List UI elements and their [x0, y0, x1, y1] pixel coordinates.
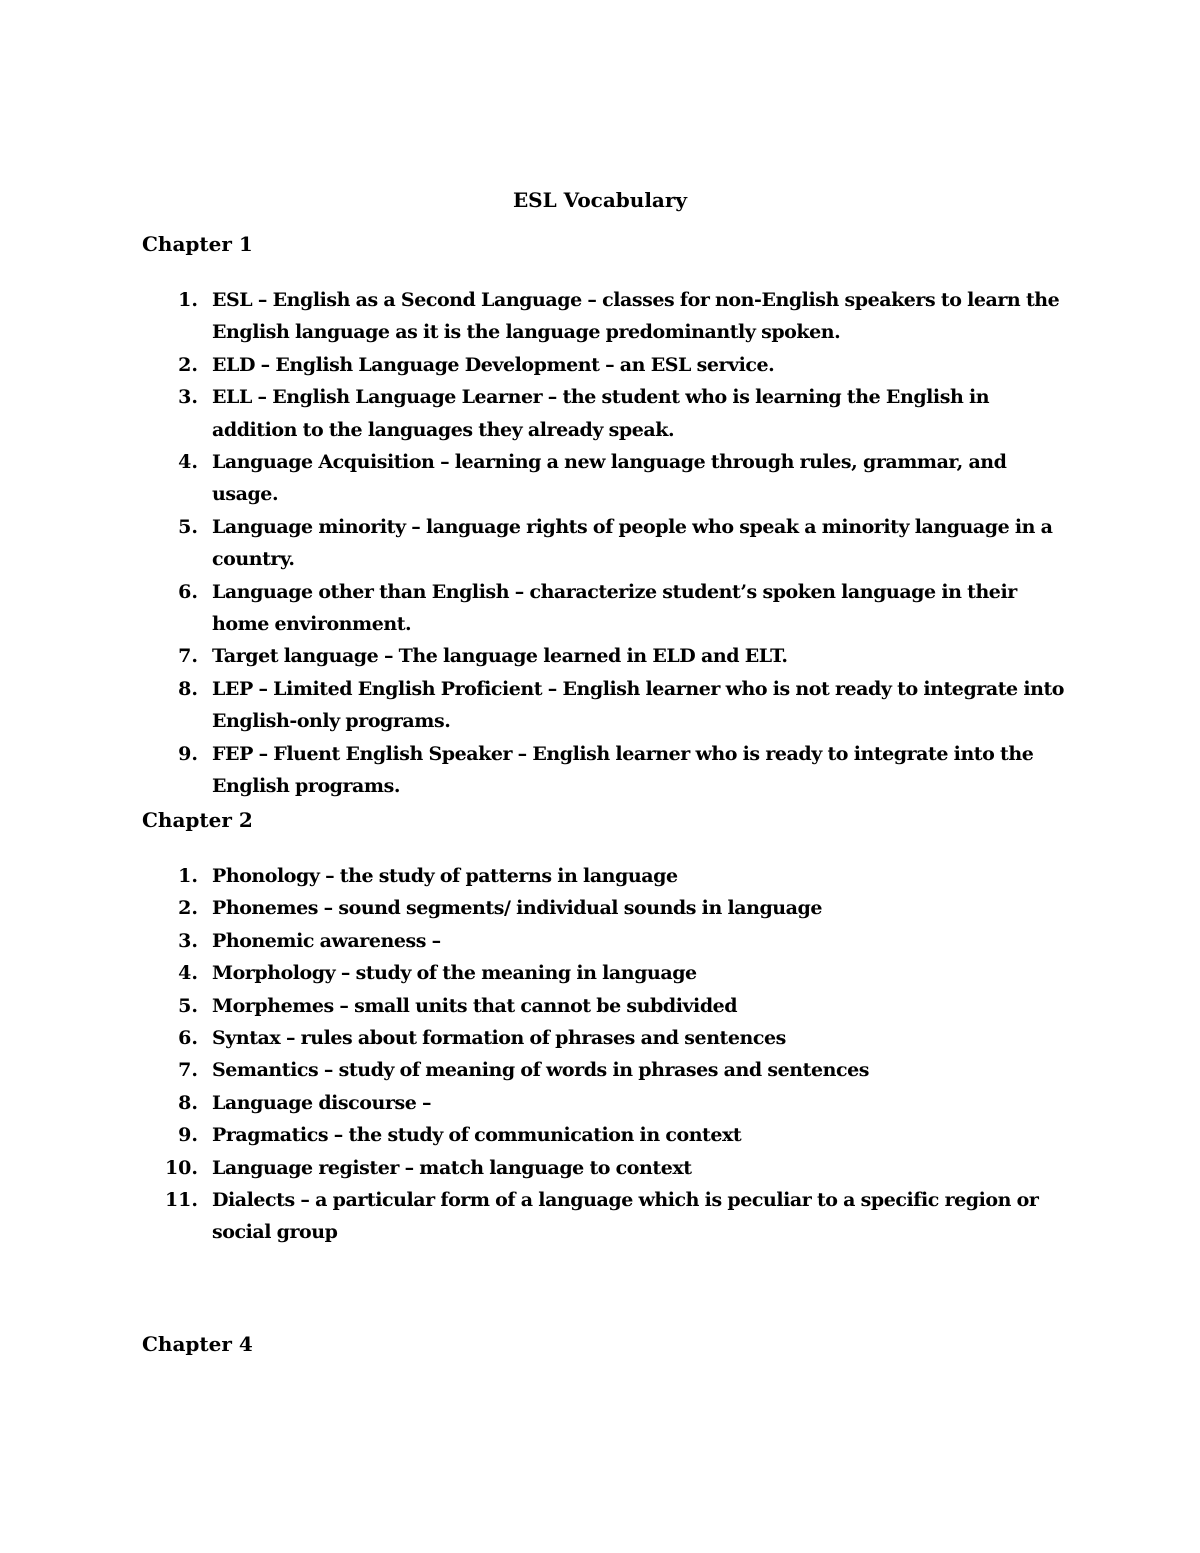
item-text: Morphemes – small units that cannot be subdivided	[212, 994, 738, 1017]
item-number: 10.	[164, 1156, 198, 1179]
item-text: Language other than English – characterize student’s spoken language in their home environment.	[212, 580, 1017, 636]
item-text: Pragmatics – the study of communication in context	[212, 1124, 742, 1147]
item-text: Target language – The language learned in ELD and ELT.	[212, 645, 788, 668]
item-text: Language minority – language rights of people who speak a minority language in a country.	[212, 515, 1053, 571]
item-number: 3.	[178, 386, 198, 409]
item-text: Phonemic awareness –	[212, 929, 441, 952]
item-text: ELD – English Language Development – an ESL service.	[212, 353, 775, 376]
item-number: 9.	[178, 1124, 198, 1147]
item-number: 1.	[178, 865, 198, 887]
list-item	[142, 511, 1072, 576]
list-item	[142, 1152, 1072, 1184]
item-text: Language register – match language to context	[212, 1156, 692, 1179]
list-item	[142, 738, 1072, 803]
list-item	[142, 349, 1072, 381]
list-item	[142, 446, 1072, 511]
item-number: 2.	[178, 353, 198, 376]
item-text: LEP – Limited English Proficient – English learner who is not ready to integrate into English-only programs.	[212, 677, 1065, 733]
chapter-2-vocab-list	[142, 860, 1072, 1249]
item-text: Language Acquisition – learning a new language through rules, grammar, and usage.	[212, 451, 1007, 506]
item-number: 6.	[178, 580, 198, 603]
list-item	[142, 1087, 1072, 1119]
item-number: 5.	[178, 515, 198, 538]
list-item	[142, 1022, 1072, 1054]
item-text: FEP – Fluent English Speaker – English learner who is ready to integrate into the English programs.	[212, 742, 1034, 798]
list-item	[142, 957, 1072, 989]
list-item	[142, 284, 1072, 349]
item-number: 4.	[178, 451, 198, 474]
item-number: 4.	[178, 962, 198, 985]
list-item	[142, 381, 1072, 446]
list-item	[142, 576, 1072, 641]
item-number: 1.	[178, 289, 198, 311]
item-number: 7.	[178, 645, 198, 668]
item-number: 11.	[164, 1189, 198, 1212]
item-text: Dialects – a particular form of a language which is peculiar to a specific region or social group	[212, 1189, 1039, 1244]
list-item	[142, 990, 1072, 1022]
item-text: Language discourse –	[212, 1091, 432, 1114]
item-number: 5.	[178, 994, 198, 1017]
item-text: Syntax – rules about formation of phrases and sentences	[212, 1027, 786, 1050]
item-text: Phonemes – sound segments/ individual sounds in language	[212, 897, 822, 920]
chapter-1-heading: Chapter 1	[142, 232, 253, 256]
item-number: 8.	[178, 1091, 198, 1114]
chapter-2-heading: Chapter 2	[142, 808, 253, 832]
item-text: ELL – English Language Learner – the student who is learning the English in addition to the languages they already speak.	[212, 386, 990, 441]
item-text: Morphology – study of the meaning in language	[212, 962, 697, 985]
list-item	[142, 1054, 1072, 1086]
list-item	[142, 892, 1072, 924]
item-number: 8.	[178, 677, 198, 700]
item-text: Semantics – study of meaning of words in phrases and sentences	[212, 1059, 869, 1082]
item-number: 3.	[178, 929, 198, 952]
list-item	[142, 673, 1072, 738]
list-item	[142, 1119, 1072, 1151]
item-number: 6.	[178, 1027, 198, 1050]
list-item	[142, 925, 1072, 957]
list-item	[142, 860, 1072, 892]
list-item	[142, 640, 1072, 672]
item-number: 2.	[178, 897, 198, 920]
item-text: ESL – English as a Second Language – classes for non-English speakers to learn the English language as it is the language predominantly spoken.	[212, 289, 1060, 344]
chapter-1-vocab-list	[142, 284, 1072, 803]
item-text: Phonology – the study of patterns in language	[212, 865, 678, 887]
item-number: 9.	[178, 742, 198, 765]
item-number: 7.	[178, 1059, 198, 1082]
document-title: ESL Vocabulary	[512, 188, 688, 212]
list-item	[142, 1184, 1072, 1249]
chapter-4-heading: Chapter 4	[142, 1332, 253, 1356]
